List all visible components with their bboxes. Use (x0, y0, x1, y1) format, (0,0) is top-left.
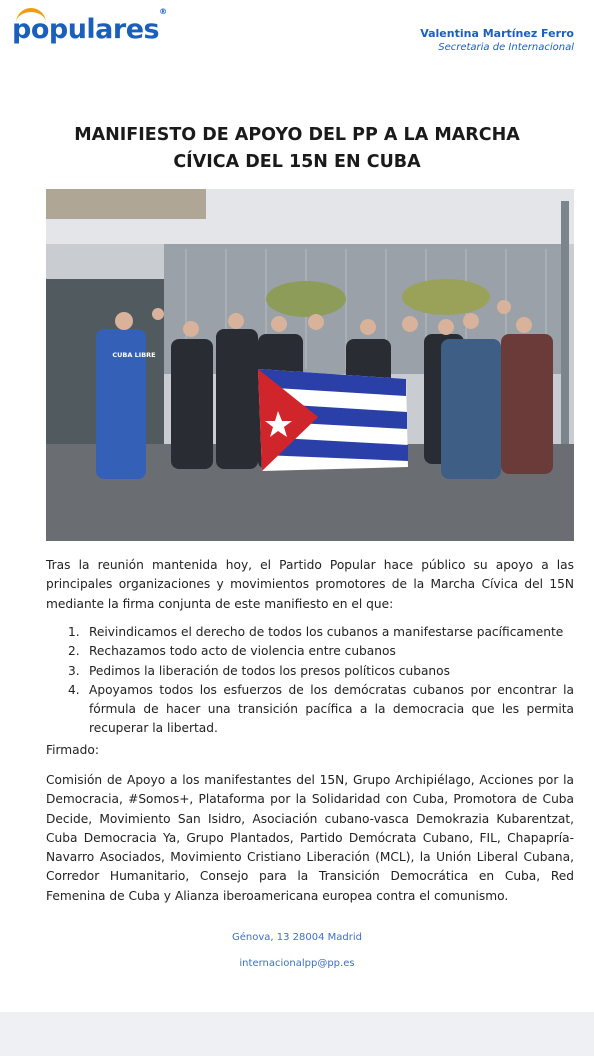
intro-paragraph: Tras la reunión mantenida hoy, el Partido Popular hace público su apoyo a las principales organizaciones y movimientos promotores de la Marcha Cívica del 15N mediante la firma conjunta de este manifiesto en el que: (46, 558, 574, 611)
sender-role: Secretaria de Internacional (438, 42, 574, 53)
document-title: MANIFIESTO DE APOYO DEL PP A LA MARCHA CÍVICA DEL 15N EN CUBA (74, 125, 520, 172)
sender-block (420, 27, 574, 53)
list-item: 4. Apoyamos todos los esfuerzos de los demócratas cubanos por encontrar la fórmula de hacer una transición pacífica a la democracia que les permita recuperar la libertad. (68, 682, 574, 736)
group-photo (46, 189, 574, 541)
party-logo (12, 7, 167, 45)
list-item: 2. Rechazamos todo acto de violencia entre cubanos (68, 644, 396, 659)
cuban-flag (258, 369, 408, 471)
list-item: 1. Reivindicamos el derecho de todos los cubanos a manifestarse pacíficamente (68, 625, 564, 639)
logo-arc-icon (16, 8, 46, 28)
signers-paragraph: Comisión de Apoyo a los manifestantes del 15N, Grupo Archipiélago, Acciones por la Democracia, #Somos+, Plataforma por la Solidaridad con Cuba, Promotora de Cuba Decide, Movimiento San Isidro, Asociación cubano-vasca Demokrazia Kubarentzat, Cuba Democracia Ya, Grupo Plantados, Partido Demócrata Cubano, FIL, Chapapría-Navarro Asociados, Movimiento Cristiano Liberación (MCL), la Unión Liberal Cubana, Corredor Humanitario, Consejo para la Transición Democrática en Cuba, Red Femenina de Cuba y Alianza iberoamericana europea contra el comunismo. (46, 773, 574, 903)
signed-label: Firmado: (46, 743, 99, 757)
list-item: 3. Pedimos la liberación de todos los presos políticos cubanos (68, 663, 450, 678)
sender-name: Valentina Martínez Ferro (420, 27, 574, 40)
footer-email[interactable]: internacionalpp@pp.es (239, 958, 355, 969)
shirt-text: CUBA LIBRE (112, 351, 156, 359)
manifesto-points (46, 623, 574, 739)
footer-address: Génova, 13 28004 Madrid (232, 932, 362, 943)
registered-mark-icon: ® (159, 7, 167, 16)
logo-text: populares (12, 14, 160, 45)
